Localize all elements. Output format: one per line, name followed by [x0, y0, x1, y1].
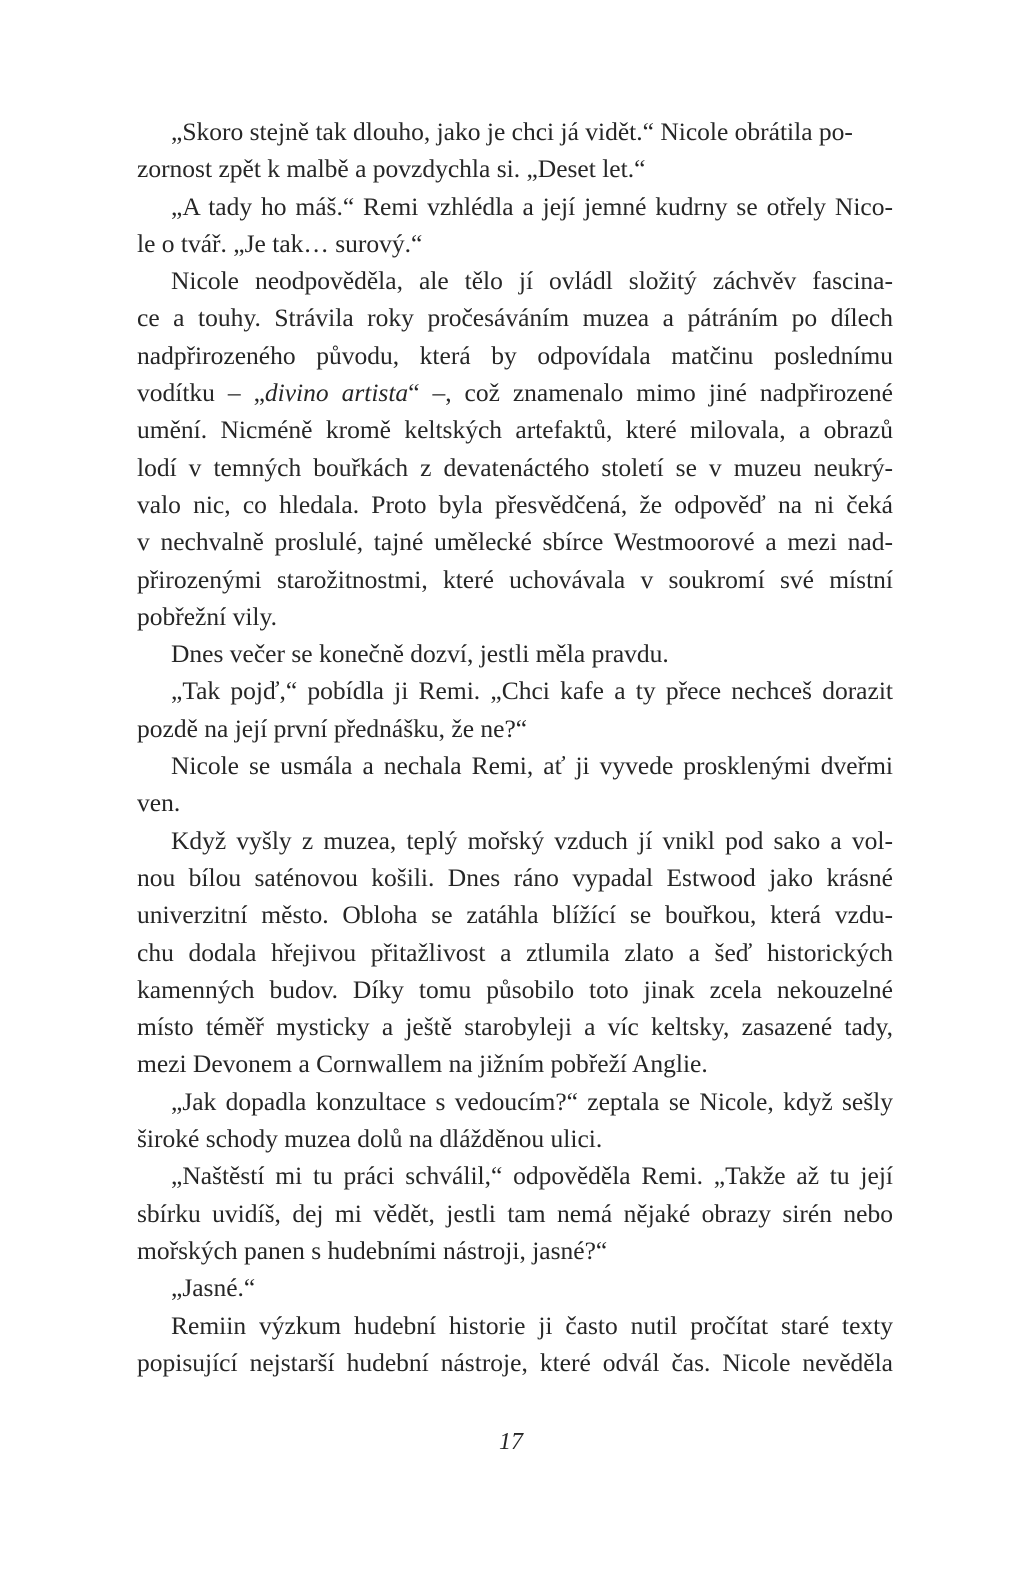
text-line: lodí v temných bouřkách z devatenáctého století se v muzeu neukrý- — [137, 452, 893, 482]
text-line: „Naštěstí mi tu práci schválil,“ odpověděla Remi. „Takže až tu její — [171, 1161, 893, 1191]
text-line: ce a touhy. Strávila roky pročesáváním muzea a pátráním po dílech — [137, 303, 893, 333]
text-line: zornost zpět k malbě a povzdychla si. „Deset let.“ — [137, 154, 646, 184]
text-line: pobřežní vily. — [137, 601, 277, 631]
text-line: kamenných budov. Díky tomu působilo toto jinak zcela nekouzelné — [137, 974, 893, 1004]
text-line — [137, 374, 893, 411]
text-line: pozdě na její první přednášku, že ne?“ — [137, 713, 528, 743]
text-run: vodítku – „ — [137, 378, 265, 408]
text-line: Nicole neodpověděla, ale tělo jí ovládl složitý záchvěv fascina- — [171, 266, 893, 296]
text-line: popisující nejstarší hudební nástroje, které odvál čas. Nicole nevěděla — [137, 1347, 893, 1377]
text-line: nou bílou saténovou košili. Dnes ráno vypadal Estwood jako krásné — [137, 862, 893, 892]
text-line: místo téměř mysticky a ještě starobyleji a víc keltsky, zasazené tady, — [137, 1012, 893, 1042]
text-line: sbírku uvidíš, dej mi vědět, jestli tam nemá nějaké obrazy sirén nebo — [137, 1198, 893, 1228]
text-line: „Tak pojď,“ pobídla ji Remi. „Chci kafe a ty přece nechceš dorazit — [171, 676, 893, 706]
text-line: mořských panen s hudebními nástroji, jasné?“ — [137, 1235, 608, 1265]
text-line: Když vyšly z muzea, teplý mořský vzduch jí vnikl pod sako a vol- — [171, 825, 893, 855]
text-line: le o tvář. „Je tak… surový.“ — [137, 228, 423, 258]
text-line: „Skoro stejně tak dlouho, jako je chci já vidět.“ Nicole obrátila po- — [171, 117, 853, 146]
text-line: umění. Nicméně kromě keltských artefaktů, které milovala, a obrazů — [137, 415, 893, 445]
text-line: nadpřirozeného původu, která by odpovídala matčinu poslednímu — [137, 340, 893, 370]
text-line: univerzitní město. Obloha se zatáhla blížící se bouřkou, která vzdu- — [137, 900, 893, 930]
text-line: ven. — [137, 788, 181, 818]
text-line: „Jak dopadla konzultace s vedoucím?“ zeptala se Nicole, když sešly — [171, 1086, 893, 1116]
text-line: „A tady ho máš.“ Remi vzhlédla a její jemné kudrny se otřely Nico- — [171, 191, 893, 221]
text-line: Dnes večer se konečně dozví, jestli měla pravdu. — [171, 639, 669, 669]
text-line: přirozenými starožitnostmi, které uchovávala v soukromí své místní — [137, 564, 893, 594]
text-line: „Jasné.“ — [171, 1273, 256, 1303]
italic-phrase: divino artista — [264, 378, 409, 408]
text-line: Remiin výzkum hudební historie ji často nutil pročítat staré texty — [171, 1310, 893, 1340]
text-line: Nicole se usmála a nechala Remi, ať ji vyvede prosklenými dveřmi — [171, 751, 893, 781]
text-line: široké schody muzea dolů na dlážděnou ulici. — [137, 1124, 603, 1154]
text-line: chu dodala hřejivou přitažlivost a ztlumila zlato a šeď historických — [137, 937, 893, 967]
text-run: “ –, což znamenalo mimo jiné nadpřirozené — [408, 378, 893, 408]
text-line: v nechvalně proslulé, tajné umělecké sbírce Westmoorové a mezi nad- — [137, 527, 893, 557]
text-line: valo nic, co hledala. Proto byla přesvědčená, že odpověď na ni čeká — [137, 489, 893, 519]
body-text — [137, 113, 893, 1381]
page-number: 17 — [499, 1429, 523, 1455]
text-line: mezi Devonem a Cornwallem na jižním pobřeží Anglie. — [137, 1049, 708, 1079]
